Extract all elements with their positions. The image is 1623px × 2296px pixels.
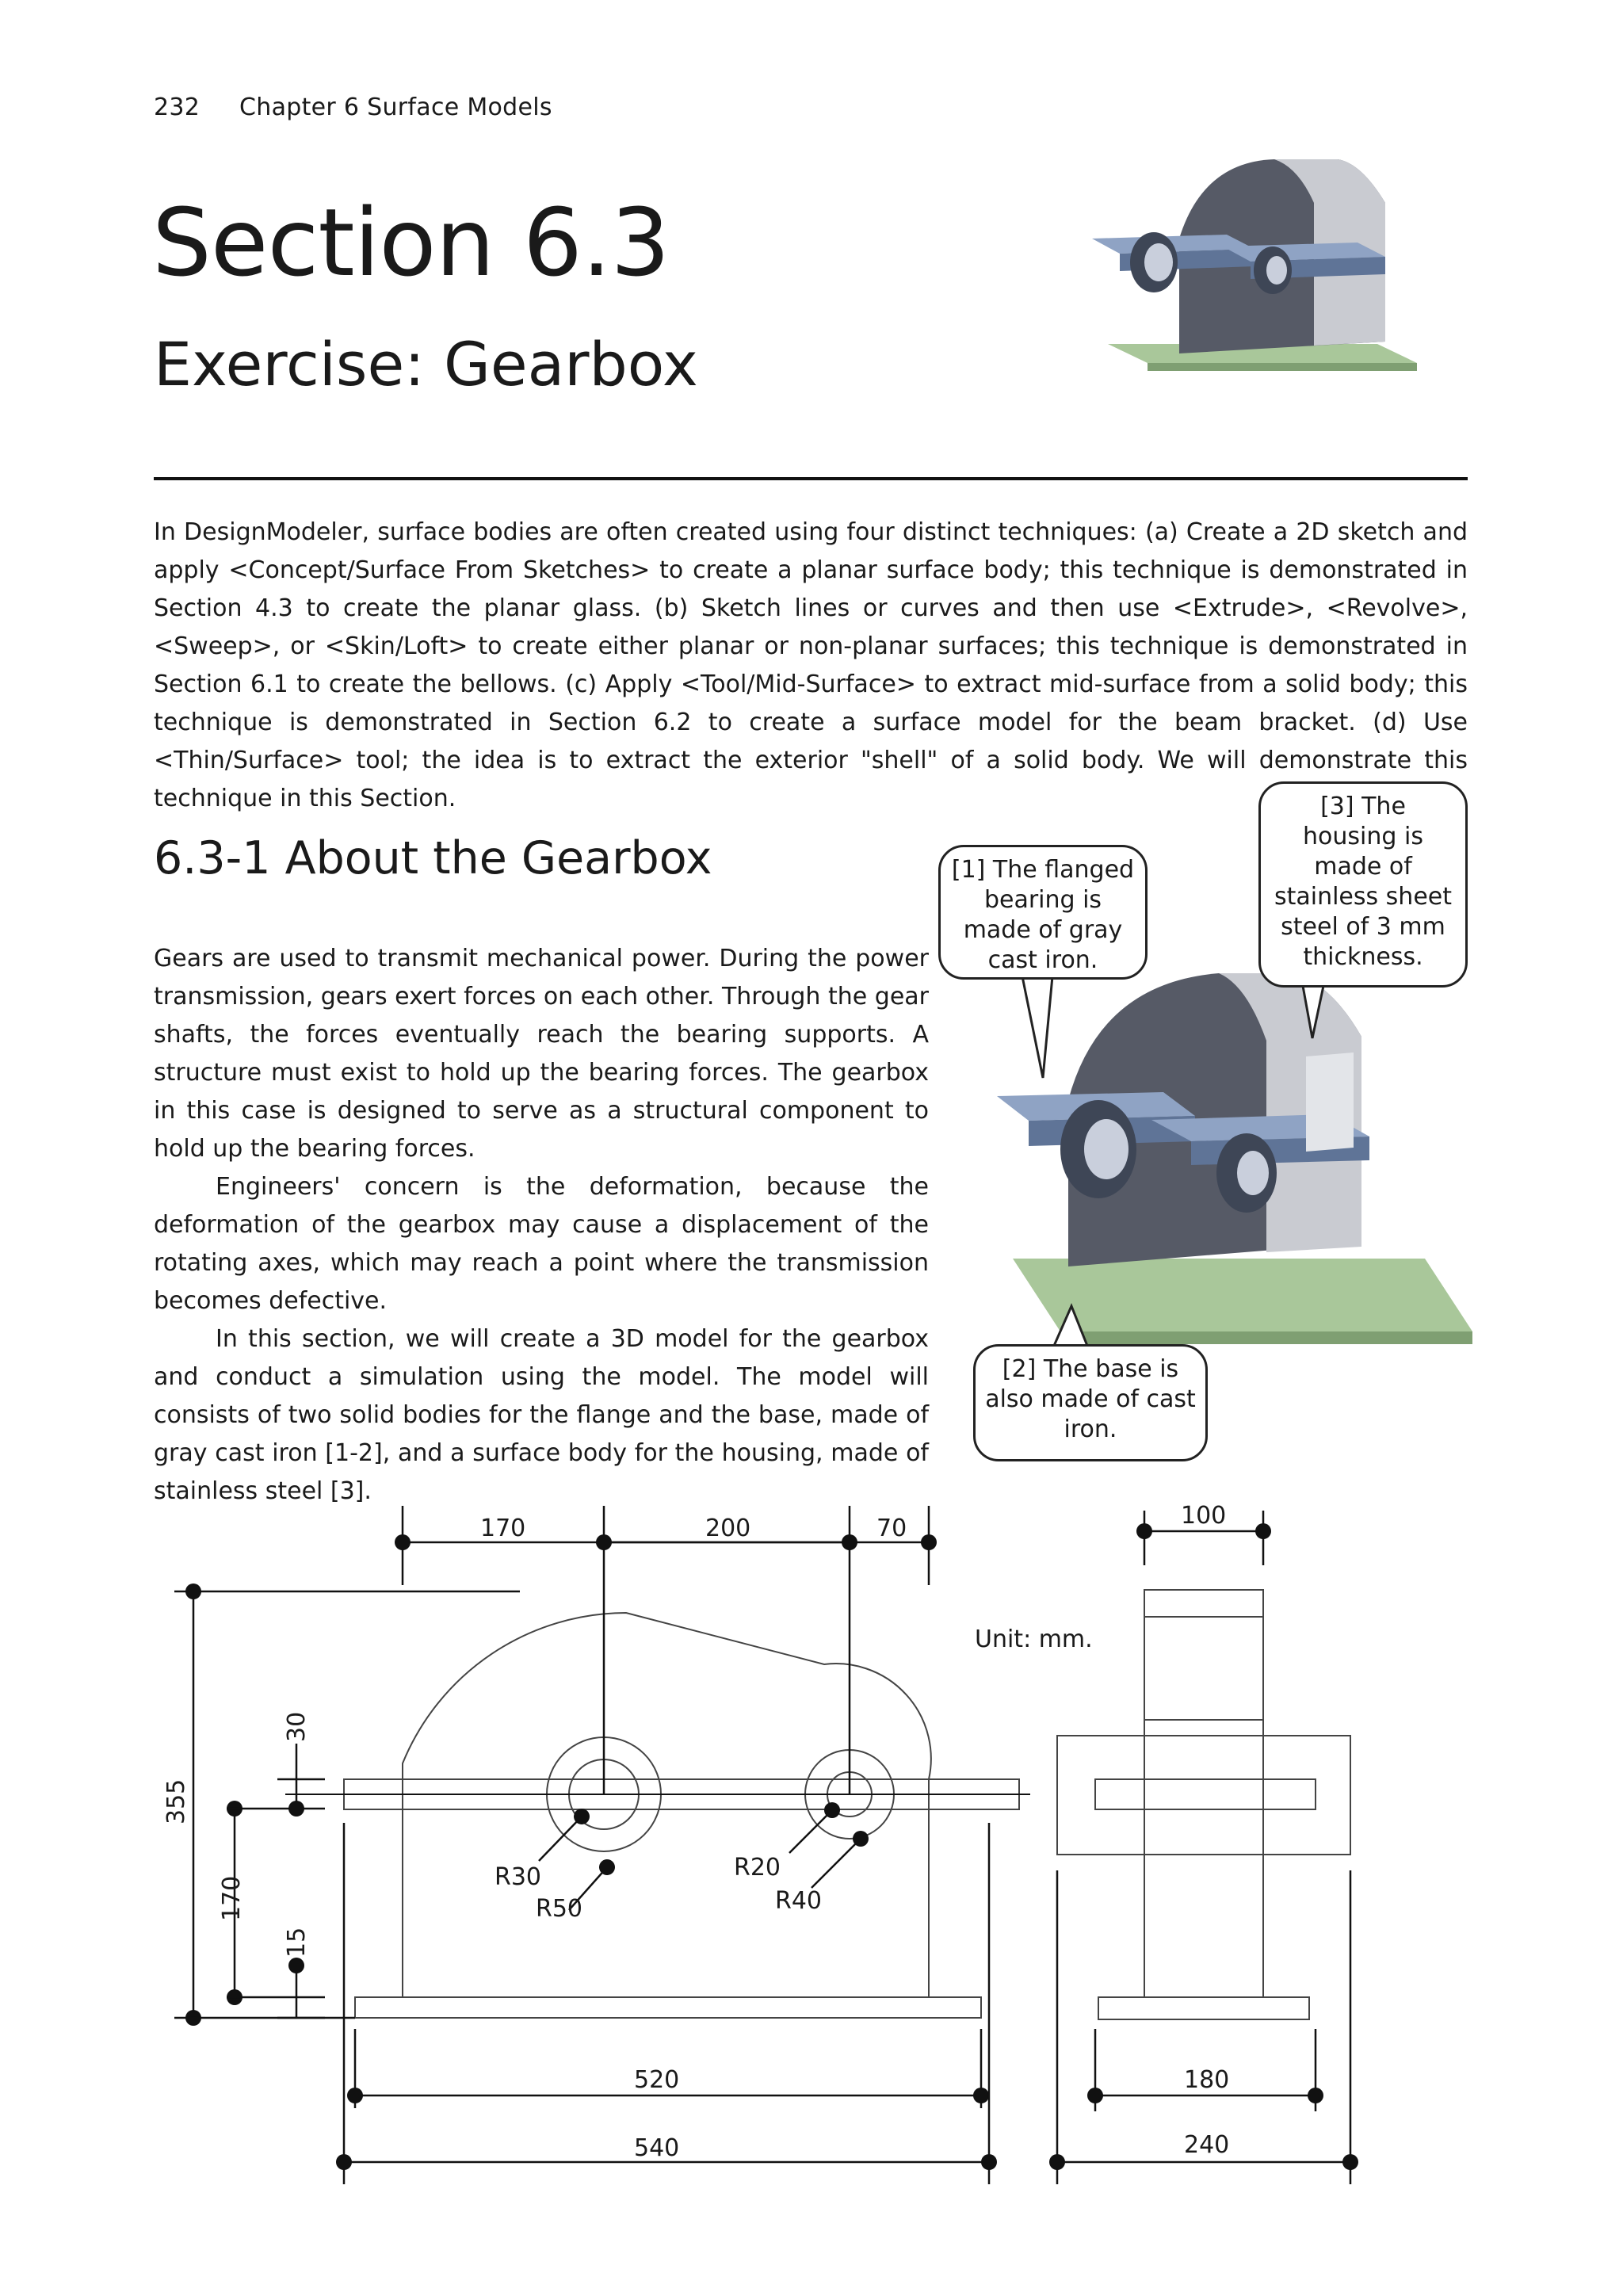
- dim-100: 100: [1181, 1502, 1227, 1530]
- intro-paragraph: In DesignModeler, surface bodies are often created using four distinct techniques: (a) Create a 2D sketch and apply <Concept/Surface From Sketches> to create a planar surface body; this technique is demonstrated in Section 4.3 to create the planar glass. (b) Sketch lines or curves and then use <Extrude>, <Revolve>, <Sweep>, or <Skin/Loft> to create either planar or non-planar surfaces; this technique is demonstrated in Section 6.1 to create the bellows. (c) Apply <Tool/Mid-Surface> to extract mid-surface from a solid body; this technique is demonstrated in Section 6.2 to create a surface model for the beam bracket. (d) Use <Thin/Surface> tool; the idea is to extract the exterior "shell" of a solid body. We will demonstrate this technique in this Section.: [154, 518, 1468, 812]
- unit-label: Unit: mm.: [975, 1626, 1093, 1653]
- dim-200: 200: [705, 1515, 751, 1542]
- radius-r40: R40: [775, 1887, 823, 1915]
- dim-170-top: 170: [480, 1515, 526, 1542]
- dim-180: 180: [1184, 2066, 1230, 2094]
- radius-r20: R20: [734, 1854, 781, 1881]
- chapter-title: Chapter 6 Surface Models: [239, 94, 552, 121]
- dim-240: 240: [1184, 2131, 1230, 2159]
- dim-355: 355: [162, 1778, 190, 1824]
- callout-base: [2] The base is also made of cast iron.: [973, 1344, 1208, 1461]
- dim-170-side: 170: [218, 1875, 246, 1921]
- callout-housing: [3] The housing is made of stainless sheet steel of 3 mm thickness.: [1258, 781, 1468, 988]
- exercise-title: Exercise: Gearbox: [154, 329, 698, 399]
- section-title: Section 6.3: [152, 188, 670, 297]
- dim-70: 70: [876, 1515, 907, 1542]
- body-paragraph: Gears are used to transmit mechanical power. During the power transmission, gears exert forces on each other. Through the gear shafts, the forces eventually reach the bearing supports. A structure must exist to hold up the bearing forces. The gearbox in this case is designed to serve as a structural component to hold up the bearing forces.: [154, 945, 929, 1163]
- page-number: 232: [154, 94, 200, 121]
- dim-30: 30: [283, 1711, 311, 1742]
- body-paragraph: Engineers' concern is the deformation, because the deformation of the gearbox may cause a displacement of the rotating axes, which may reach a point where the transmission becomes defective.: [154, 1173, 929, 1315]
- radius-r30: R30: [495, 1863, 542, 1891]
- radius-r50: R50: [536, 1895, 583, 1923]
- dim-520: 520: [634, 2066, 680, 2094]
- callout-flanged-bearing: [1] The flanged bearing is made of gray cast iron.: [938, 845, 1148, 980]
- dim-540: 540: [634, 2134, 680, 2162]
- subsection-title: 6.3-1 About the Gearbox: [154, 832, 712, 884]
- body-paragraph: In this section, we will create a 3D model for the gearbox and conduct a simulation using the model. The model will consists of two solid bodies for the flange and the base, made of gray cast iron [1-2], and a surface body for the housing, made of stainless steel [3].: [154, 1325, 929, 1505]
- dim-15: 15: [283, 1927, 311, 1958]
